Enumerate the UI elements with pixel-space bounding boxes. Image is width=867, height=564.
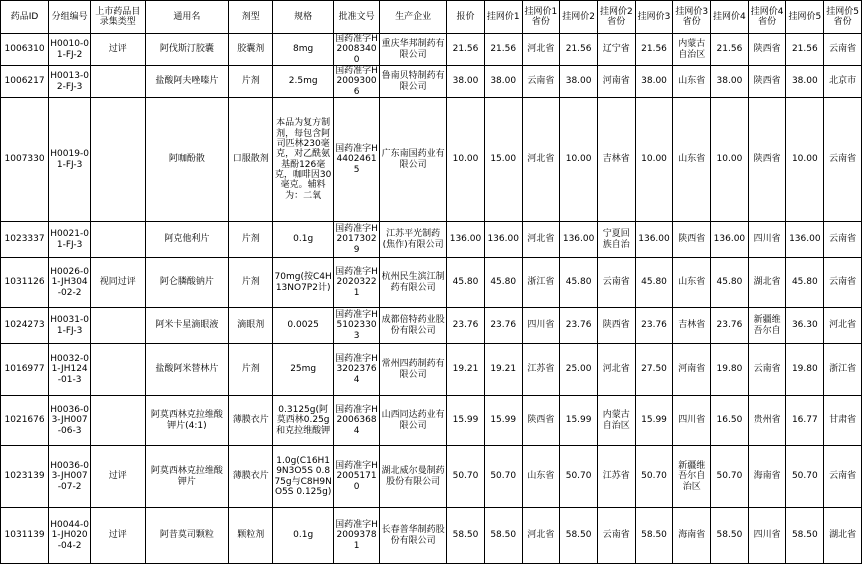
cell-price-2: 15.99 <box>560 396 598 446</box>
cell-province-1: 云南省 <box>522 66 560 98</box>
cell-province-3: 新疆维吾尔自治区 <box>673 446 711 508</box>
cell-approval-number: 国药准字H20093006 <box>335 66 378 97</box>
cell-catalog-type <box>91 344 145 396</box>
cell-quote-price: 21.56 <box>447 34 485 66</box>
cell-group-code: H0021-01-FJ-3 <box>49 222 91 258</box>
cell-province-4: 贵州省 <box>748 396 786 446</box>
cell-price-3: 38.00 <box>635 66 673 98</box>
cell-price-4: 21.56 <box>711 34 749 66</box>
cell-group-code: H0032-01-JH124-01-3 <box>49 344 91 396</box>
cell-manufacturer: 鲁南贝特制药有限公司 <box>380 66 447 98</box>
table-row <box>1 446 862 508</box>
cell-specification: 0.1g <box>273 508 334 564</box>
cell-province-5: 湖北省 <box>824 508 862 564</box>
cell-price-2: 38.00 <box>560 66 598 98</box>
cell-specification: 0.3125g(阿莫西林0.25g和克拉维酸钾 <box>273 396 334 446</box>
cell-province-3: 河南省 <box>673 344 711 396</box>
cell-price-4: 136.00 <box>711 222 749 258</box>
cell-manufacturer: 长春普华制药股份有限公司 <box>380 508 447 564</box>
cell-quote-price: 19.21 <box>447 344 485 396</box>
cell-province-3: 山东省 <box>673 98 711 222</box>
cell-drug-id: 1016977 <box>1 344 49 396</box>
cell-dosage-form: 薄膜衣片 <box>229 396 273 446</box>
cell-province-5: 云南省 <box>824 222 862 258</box>
cell-manufacturer: 杭州民生滨江制药有限公司 <box>380 258 447 308</box>
cell-province-4: 湖北省 <box>748 258 786 308</box>
cell-specification: 0.0025 <box>273 308 334 344</box>
cell-province-1: 四川省 <box>522 308 560 344</box>
cell-price-1: 45.80 <box>484 258 522 308</box>
cell-drug-id: 1006217 <box>1 66 49 98</box>
cell-province-4: 陕西省 <box>748 98 786 222</box>
cell-approval-number: 国药准字H44024615 <box>334 98 380 222</box>
header-specification: 规格 <box>273 1 334 34</box>
header-catalog-type: 上市药品目录集类型 <box>91 1 145 34</box>
cell-price-3: 58.50 <box>635 508 673 564</box>
cell-province-2: 吉林省 <box>597 98 635 222</box>
cell-price-5: 136.00 <box>786 222 824 258</box>
cell-province-1: 陕西省 <box>522 396 560 446</box>
cell-group-code: H0031-01-FJ-3 <box>49 308 91 344</box>
cell-province-1: 河北省 <box>522 508 560 564</box>
cell-manufacturer: 山西同达药业有限公司 <box>380 396 447 446</box>
cell-province-1: 河北省 <box>522 222 560 258</box>
cell-province-2: 河南省 <box>597 66 635 98</box>
header-approval-number: 批准文号 <box>334 1 380 34</box>
cell-province-5: 浙江省 <box>824 344 862 396</box>
cell-quote-price: 136.00 <box>447 222 485 258</box>
cell-province-2: 辽宁省 <box>597 34 635 66</box>
cell-price-2: 25.00 <box>560 344 598 396</box>
cell-drug-id: 1006310 <box>1 34 49 66</box>
cell-price-4: 58.50 <box>711 508 749 564</box>
cell-group-code: H0036-03-JH007-07-2 <box>49 446 91 508</box>
cell-generic-name: 阿莫西林克拉维酸钾片(4:1) <box>145 396 229 446</box>
cell-generic-name: 阿仑膦酸钠片 <box>145 258 229 308</box>
cell-province-2: 宁夏回族自治 <box>597 222 635 258</box>
cell-province-2: 云南省 <box>597 258 635 308</box>
cell-price-1: 19.21 <box>484 344 522 396</box>
table-body <box>1 34 862 564</box>
cell-province-4: 海南省 <box>748 446 786 508</box>
cell-dosage-form: 薄膜衣片 <box>229 446 273 508</box>
cell-price-2: 58.50 <box>560 508 598 564</box>
cell-price-3: 21.56 <box>635 34 673 66</box>
cell-price-4: 45.80 <box>711 258 749 308</box>
cell-province-3: 四川省 <box>673 396 711 446</box>
header-price-2: 挂网价2 <box>560 1 598 34</box>
cell-price-1: 23.76 <box>484 308 522 344</box>
header-generic-name: 通用名 <box>145 1 229 34</box>
cell-quote-price: 10.00 <box>447 98 485 222</box>
table-row <box>1 508 862 564</box>
cell-dosage-form: 胶囊剂 <box>229 34 273 66</box>
cell-manufacturer: 广东南国药业有限公司 <box>380 98 447 222</box>
header-price-5: 挂网价5 <box>786 1 824 34</box>
header-drug-id: 药品ID <box>1 1 49 34</box>
cell-price-4: 10.00 <box>711 98 749 222</box>
cell-price-5: 10.00 <box>786 98 824 222</box>
cell-price-1: 136.00 <box>484 222 522 258</box>
table-row <box>1 34 862 66</box>
cell-price-3: 15.99 <box>635 396 673 446</box>
cell-price-5: 58.50 <box>786 508 824 564</box>
header-price-4: 挂网价4 <box>711 1 749 34</box>
cell-province-2: 陕西省 <box>597 308 635 344</box>
cell-province-2: 云南省 <box>597 508 635 564</box>
cell-price-2: 50.70 <box>560 446 598 508</box>
cell-drug-id: 1023139 <box>1 446 49 508</box>
cell-catalog-type: 过评 <box>91 34 145 66</box>
cell-province-3: 内蒙古自治区 <box>673 34 711 66</box>
header-manufacturer: 生产企业 <box>380 1 447 34</box>
cell-generic-name: 阿昔莫司颗粒 <box>145 508 229 564</box>
cell-price-4: 50.70 <box>711 446 749 508</box>
cell-province-1: 山东省 <box>522 446 560 508</box>
cell-dosage-form: 片剂 <box>229 66 273 98</box>
header-quote-price: 报价 <box>447 1 485 34</box>
cell-province-1: 浙江省 <box>522 258 560 308</box>
cell-approval-number: 国药准字H20203221 <box>334 258 380 308</box>
cell-group-code: H0044-01-JH020-04-2 <box>49 508 91 564</box>
cell-price-1: 15.00 <box>484 98 522 222</box>
cell-drug-id: 1021676 <box>1 396 49 446</box>
cell-approval-number: 国药准字H20083400 <box>335 34 378 65</box>
cell-province-1: 河北省 <box>522 34 560 66</box>
header-dosage-form: 剂型 <box>229 1 273 34</box>
header-province-4: 挂网价4省份 <box>748 1 786 34</box>
cell-price-4: 16.50 <box>711 396 749 446</box>
cell-group-code: H0013-02-FJ-3 <box>49 66 91 98</box>
cell-price-2: 10.00 <box>560 98 598 222</box>
cell-province-4: 新疆维吾尔自 <box>748 308 786 344</box>
cell-approval-number: 国药准字H51023303 <box>334 308 380 344</box>
header-province-1: 挂网价1省份 <box>522 1 560 34</box>
cell-price-4: 19.80 <box>711 344 749 396</box>
cell-price-5: 16.77 <box>786 396 824 446</box>
table-row <box>1 98 862 222</box>
cell-province-5: 河北省 <box>824 308 862 344</box>
cell-price-1: 38.00 <box>484 66 522 98</box>
cell-province-3: 山东省 <box>673 66 711 98</box>
cell-province-2: 江苏省 <box>597 446 635 508</box>
cell-quote-price: 15.99 <box>447 396 485 446</box>
cell-price-2: 21.56 <box>560 34 598 66</box>
cell-quote-price: 50.70 <box>447 446 485 508</box>
cell-group-code: H0019-01-FJ-3 <box>49 98 91 222</box>
cell-specification: 70mg(按C4H13NO7P2计) <box>273 258 334 308</box>
cell-dosage-form: 片剂 <box>229 344 273 396</box>
cell-manufacturer: 重庆华邦制药有限公司 <box>380 34 447 66</box>
cell-price-5: 21.56 <box>786 34 824 66</box>
cell-drug-id: 1024273 <box>1 308 49 344</box>
cell-province-2: 河北省 <box>597 344 635 396</box>
cell-province-3: 吉林省 <box>673 308 711 344</box>
header-province-2: 挂网价2省份 <box>597 1 635 34</box>
cell-generic-name: 阿咖酚散 <box>145 98 229 222</box>
cell-specification: 25mg <box>273 344 334 396</box>
table-row <box>1 66 862 98</box>
cell-catalog-type <box>91 98 145 222</box>
cell-specification: 8mg <box>273 34 334 66</box>
cell-price-5: 36.30 <box>786 308 824 344</box>
cell-dosage-form: 口服散剂 <box>229 98 273 222</box>
cell-generic-name: 阿莫西林克拉维酸钾片 <box>145 446 229 508</box>
cell-price-2: 23.76 <box>560 308 598 344</box>
table-row <box>1 308 862 344</box>
header-row <box>1 1 862 34</box>
cell-province-5: 云南省 <box>824 34 862 66</box>
cell-province-3: 陕西省 <box>673 222 711 258</box>
cell-quote-price: 38.00 <box>447 66 485 98</box>
cell-group-code: H0026-01-JH304-02-2 <box>49 258 91 308</box>
cell-catalog-type: 过评 <box>91 508 145 564</box>
cell-price-5: 38.00 <box>786 66 824 98</box>
cell-price-3: 10.00 <box>635 98 673 222</box>
cell-specification: 1.0g(C16H19N3O5S 0.875g与C8H9NO5S 0.125g) <box>273 446 334 508</box>
header-province-5: 挂网价5省份 <box>824 1 862 34</box>
cell-price-1: 58.50 <box>484 508 522 564</box>
cell-price-5: 45.80 <box>786 258 824 308</box>
cell-approval-number: 国药准字H20173029 <box>334 222 380 258</box>
cell-quote-price: 45.80 <box>447 258 485 308</box>
cell-price-1: 50.70 <box>484 446 522 508</box>
cell-generic-name: 盐酸阿米替林片 <box>145 344 229 396</box>
header-province-3: 挂网价3省份 <box>673 1 711 34</box>
cell-drug-id: 1031126 <box>1 258 49 308</box>
cell-drug-id: 1007330 <box>1 98 49 222</box>
cell-price-1: 15.99 <box>484 396 522 446</box>
cell-province-5: 云南省 <box>824 258 862 308</box>
table-row <box>1 222 862 258</box>
cell-price-3: 23.76 <box>635 308 673 344</box>
cell-specification: 2.5mg <box>273 66 334 98</box>
header-group-code: 分组编号 <box>49 1 91 34</box>
cell-approval-number: 国药准字H32023764 <box>334 344 380 396</box>
cell-manufacturer: 成都倍特药业股份有限公司 <box>380 308 447 344</box>
cell-catalog-type <box>91 222 145 258</box>
table-row <box>1 258 862 308</box>
cell-generic-name: 盐酸阿夫唑嗪片 <box>145 66 229 98</box>
cell-province-4: 云南省 <box>748 344 786 396</box>
cell-province-3: 山东省 <box>673 258 711 308</box>
cell-price-3: 50.70 <box>635 446 673 508</box>
cell-quote-price: 23.76 <box>447 308 485 344</box>
cell-province-1: 江苏省 <box>522 344 560 396</box>
cell-specification: 0.1g <box>273 222 334 258</box>
cell-province-5: 北京市 <box>824 66 862 98</box>
cell-province-5: 云南省 <box>824 446 862 508</box>
cell-price-3: 136.00 <box>635 222 673 258</box>
cell-price-4: 23.76 <box>711 308 749 344</box>
cell-catalog-type: 过评 <box>91 446 145 508</box>
cell-price-4: 38.00 <box>711 66 749 98</box>
cell-price-3: 27.50 <box>635 344 673 396</box>
header-price-1: 挂网价1 <box>484 1 522 34</box>
cell-group-code: H0036-03-JH007-06-3 <box>49 396 91 446</box>
cell-province-4: 陕西省 <box>748 66 786 98</box>
cell-manufacturer: 江苏平光制药(焦作)有限公司 <box>380 222 447 258</box>
cell-price-2: 136.00 <box>560 222 598 258</box>
cell-province-4: 四川省 <box>748 508 786 564</box>
table-row <box>1 396 862 446</box>
cell-dosage-form: 片剂 <box>229 258 273 308</box>
cell-group-code: H0010-01-FJ-2 <box>49 34 91 66</box>
cell-approval-number: 国药准字H20051710 <box>334 446 380 508</box>
cell-catalog-type <box>91 308 145 344</box>
table-row <box>1 344 862 396</box>
cell-generic-name: 阿米卡星滴眼液 <box>145 308 229 344</box>
cell-approval-number: 国药准字H20093781 <box>334 508 380 564</box>
cell-price-5: 19.80 <box>786 344 824 396</box>
cell-province-5: 云南省 <box>824 98 862 222</box>
cell-province-3: 海南省 <box>673 508 711 564</box>
cell-dosage-form: 颗粒剂 <box>229 508 273 564</box>
cell-dosage-form: 滴眼剂 <box>229 308 273 344</box>
cell-drug-id: 1023337 <box>1 222 49 258</box>
cell-generic-name: 阿克他利片 <box>145 222 229 258</box>
cell-approval-number: 国药准字H20063684 <box>334 396 380 446</box>
cell-province-4: 四川省 <box>748 222 786 258</box>
cell-province-1: 河北省 <box>522 98 560 222</box>
cell-price-2: 45.80 <box>560 258 598 308</box>
header-price-3: 挂网价3 <box>635 1 673 34</box>
cell-drug-id: 1031139 <box>1 508 49 564</box>
cell-province-2: 内蒙古自治区 <box>597 396 635 446</box>
cell-dosage-form: 片剂 <box>229 222 273 258</box>
cell-price-1: 21.56 <box>484 34 522 66</box>
cell-catalog-type <box>91 396 145 446</box>
cell-quote-price: 58.50 <box>447 508 485 564</box>
cell-specification: 本品为复方制剂，每包含阿司匹林230毫克，对乙酰氨基酚126毫克，咖啡因30毫克。辅料为：二氧 <box>273 98 334 222</box>
cell-province-4: 陕西省 <box>748 34 786 66</box>
cell-price-3: 45.80 <box>635 258 673 308</box>
cell-manufacturer: 常州四药制药有限公司 <box>380 344 447 396</box>
cell-province-5: 甘肃省 <box>824 396 862 446</box>
cell-manufacturer: 湖北威尔曼制药股份有限公司 <box>380 446 447 508</box>
cell-catalog-type: 视同过评 <box>91 258 145 308</box>
cell-price-5: 50.70 <box>786 446 824 508</box>
cell-generic-name: 阿伐斯汀胶囊 <box>145 34 229 66</box>
cell-catalog-type <box>91 66 145 98</box>
